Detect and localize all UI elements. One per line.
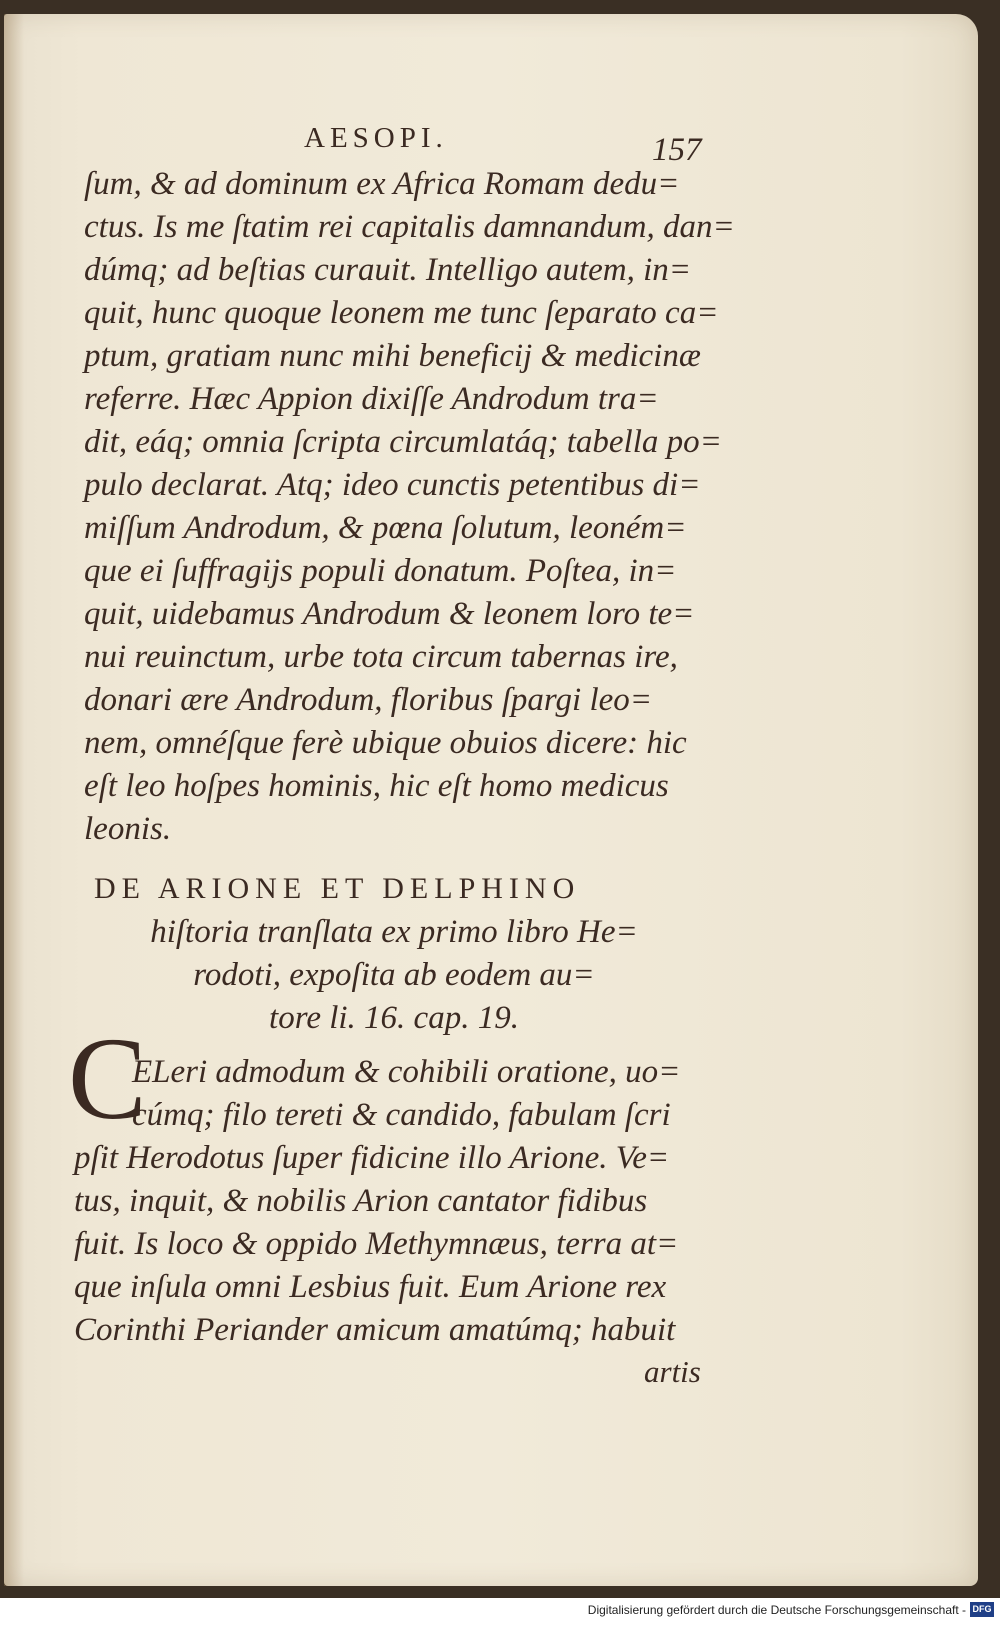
body-line: quit, hunc quoque leonem me tunc ſeparato ca= xyxy=(84,295,719,331)
body-line: cúmq; filo tereti & candido, fabulam ſcri xyxy=(132,1097,671,1133)
section-heading: DE ARIONE ET DELPHINO xyxy=(94,872,581,905)
body-line: referre. Hæc Appion dixiſſe Androdum tra= xyxy=(84,381,659,417)
dfg-logo-icon: DFG xyxy=(970,1602,994,1617)
body-line: Corinthi Periander amicum amatúmq; habuit xyxy=(74,1312,676,1348)
body-line: ſum, & ad dominum ex Africa Romam dedu= xyxy=(84,166,680,202)
body-line: miſſum Androdum, & pœna ſolutum, leoném= xyxy=(84,510,687,546)
funding-credit: Digitalisierung gefördert durch die Deutsche Forschungsgemeinschaft - xyxy=(587,1603,966,1617)
body-line: nem, omnéſque ferè ubique obuios dicere: hic xyxy=(84,725,687,761)
body-line: eſt leo hoſpes hominis, hic eſt homo medicus xyxy=(84,768,669,804)
body-line: fuit. Is loco & oppido Methymnæus, terra at= xyxy=(74,1226,679,1262)
running-head: AESOPI. xyxy=(304,122,448,154)
body-line: donari ære Androdum, floribus ſpargi leo= xyxy=(84,682,653,718)
body-line: que inſula omni Lesbius fuit. Eum Arione rex xyxy=(74,1269,667,1305)
body-line: dúmq; ad beſtias curauit. Intelligo autem, in= xyxy=(84,252,692,288)
digitization-footer xyxy=(0,1598,1000,1625)
subheading-line: tore li. 16. cap. 19. xyxy=(269,1000,519,1036)
book-page xyxy=(4,14,978,1586)
page-gutter-shadow xyxy=(4,14,24,1586)
body-line: ELeri admodum & cohibili oratione, uo= xyxy=(132,1054,681,1090)
catchword: artis xyxy=(644,1354,701,1389)
body-line: tus, inquit, & nobilis Arion cantator fidibus xyxy=(74,1183,648,1219)
body-line: que ei ſuffragijs populi donatum. Poſtea, in= xyxy=(84,553,677,589)
body-line: leonis. xyxy=(84,811,172,847)
body-line: dit, eáq; omnia ſcripta circumlatáq; tabella po= xyxy=(84,424,722,460)
drop-cap-initial: C xyxy=(68,1013,147,1144)
body-line: ctus. Is me ſtatim rei capitalis damnandum, dan= xyxy=(84,209,735,245)
body-line: ptum, gratiam nunc mihi beneficij & medicinæ xyxy=(84,338,701,374)
page-number: 157 xyxy=(652,132,702,168)
subheading-line: hiſtoria tranſlata ex primo libro He= xyxy=(150,914,638,950)
body-line: quit, uidebamus Androdum & leonem loro te= xyxy=(84,596,695,632)
body-line: pulo declarat. Atq; ideo cunctis petentibus di= xyxy=(84,467,701,503)
subheading-line: rodoti, expoſita ab eodem au= xyxy=(193,957,595,993)
body-line: nui reuinctum, urbe tota circum tabernas ire, xyxy=(84,639,678,675)
body-line: pſit Herodotus ſuper fidicine illo Arione. Ve= xyxy=(74,1140,670,1176)
